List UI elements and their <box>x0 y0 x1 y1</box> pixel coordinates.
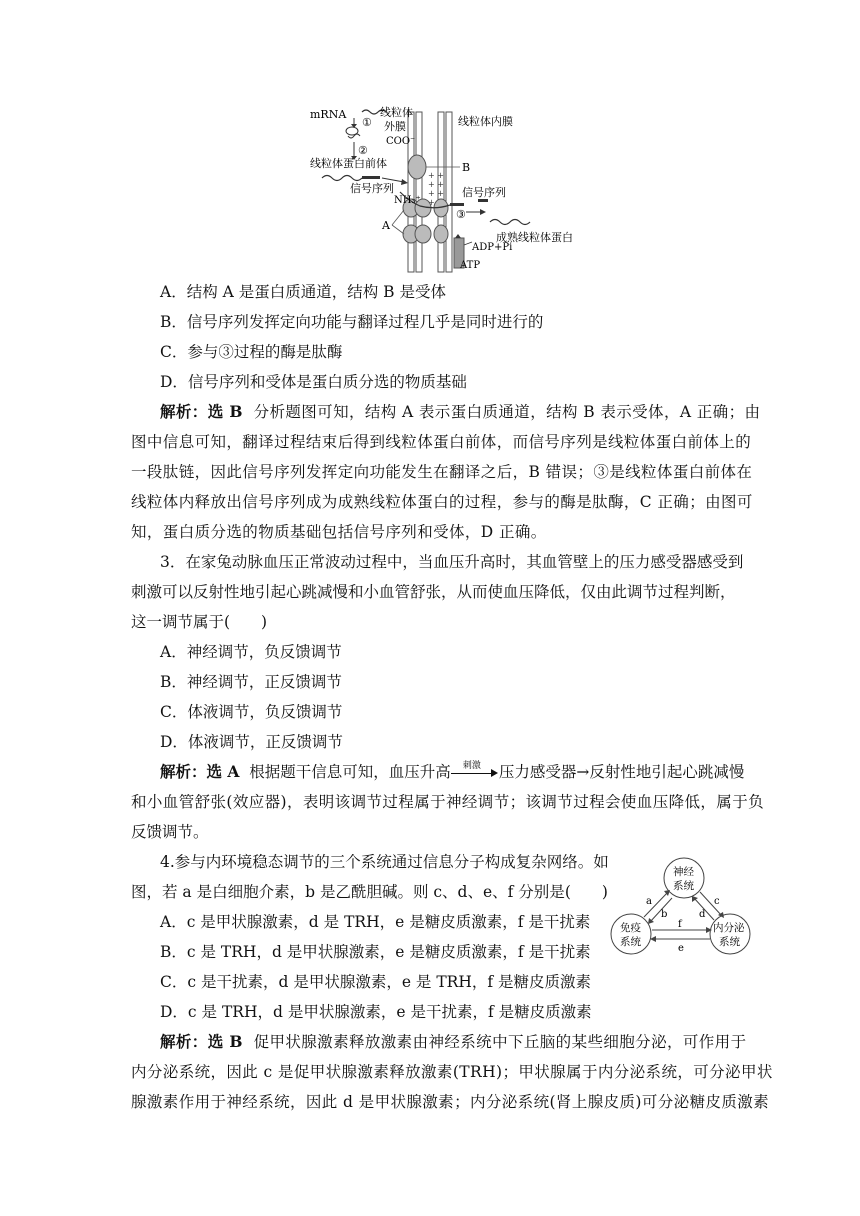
atp-label: ATP <box>460 260 481 271</box>
q2-analysis-line2: 图中信息可知，翻译过程结束后得到线粒体蛋白前体，而信号序列是线粒体蛋白前体上的 <box>131 433 752 451</box>
q4-answer-label: 解析：选 B <box>160 1032 243 1051</box>
label-d: d <box>699 909 706 920</box>
a-label: A <box>382 219 390 232</box>
q4-stem-line2: 图，若 a 是白细胞介素，b 是乙酰胆碱。则 c、d、e、f 分别是( ) <box>131 883 608 901</box>
arrow-icon: → <box>576 763 590 781</box>
precursor-label: 线粒体蛋白前体 <box>310 157 387 170</box>
q4-analysis-line3: 腺激素作用于神经系统，因此 d 是甲状腺激素；内分泌系统(肾上腺皮质)可分泌糖皮质激素 <box>131 1093 770 1111</box>
node-nervous-line1: 神经 <box>673 866 694 878</box>
q3-analysis-line1 <box>160 762 744 782</box>
q4-stem-line1: 4.参与内环境稳态调节的三个系统通过信息分子构成复杂网络。如 <box>160 853 609 871</box>
stimulus-arrow-label: 刺激 <box>462 761 481 771</box>
q3-analysis-text1c: 反射性地引起心跳减慢 <box>589 763 745 781</box>
node-nervous-line2: 系统 <box>673 880 694 892</box>
node-endocrine-line1: 内分泌 <box>713 922 745 934</box>
q4-analysis-line1 <box>160 1032 746 1052</box>
mrna-label: mRNA <box>310 108 347 121</box>
adp-label: ADP+Pi <box>472 242 513 253</box>
q3-option-b: B．神经调节，正反馈调节 <box>160 673 342 691</box>
q3-stem-line1: 3．在家兔动脉血压正常波动过程中，当血压升高时，其血管壁上的压力感受器感受到 <box>160 553 744 571</box>
q3-stem-line2: 刺激可以反射性地引起心跳减慢和小血管舒张，从而使血压降低，仅由此调节过程判断， <box>131 583 736 601</box>
node-immune-line2: 系统 <box>620 936 641 948</box>
q2-answer-label: 解析：选 B <box>160 402 243 421</box>
label-e: e <box>678 943 684 954</box>
q2-analysis-line5: 知，蛋白质分选的物质基础包括信号序列和受体，D 正确。 <box>131 523 547 541</box>
step2-label: ② <box>358 144 368 157</box>
svg-text:+ +: + <box>428 198 435 207</box>
q4-analysis-text1: 促甲状腺激素释放激素由神经系统中下丘脑的某些细胞分泌，可作用于 <box>253 1033 747 1051</box>
q4-analysis-line2: 内分泌系统，因此 c 是促甲状腺激素释放激素(TRH)；甲状腺属于内分泌系统，可分泌甲状 <box>131 1063 773 1081</box>
node-immune-line1: 免疫 <box>620 922 641 934</box>
label-a: a <box>646 896 652 907</box>
outer-membrane-label2: 外膜 <box>384 120 406 133</box>
label-f: f <box>678 919 682 930</box>
svg-text:+ +: + + <box>428 189 444 198</box>
b-label: B <box>462 161 471 174</box>
nh3-label: NH₃⁺ <box>394 195 421 206</box>
outer-membrane-inner <box>416 112 422 272</box>
label-b: b <box>661 909 668 920</box>
q4-option-b: B．c 是 TRH，d 是甲状腺激素，e 是糖皮质激素，f 是干扰素 <box>160 943 591 961</box>
q2-analysis-text1: 分析题图可知，结构 A 表示蛋白质通道，结构 B 表示受体，A 正确；由 <box>253 403 761 421</box>
svg-text:+ +: + + <box>428 180 444 189</box>
step1-label: ① <box>362 116 372 129</box>
label-c: c <box>714 896 720 907</box>
signal-seq-label: 信号序列 <box>350 182 394 195</box>
svg-text:+ +: + + <box>428 171 444 180</box>
outer-membrane-label: 线粒体 <box>380 106 413 119</box>
node-immune <box>611 914 651 954</box>
q4-option-c: C．c 是干扰素，d 是甲状腺激素，e 是 TRH，f 是糖皮质激素 <box>160 973 592 991</box>
q3-option-d: D．体液调节，正反馈调节 <box>160 733 343 751</box>
q3-stem-line3: 这一调节属于( ) <box>131 613 268 631</box>
q3-answer-label: 解析：选 A <box>160 762 240 781</box>
node-endocrine <box>710 914 750 954</box>
q3-analysis-line3: 反馈调节。 <box>131 823 209 841</box>
q2-option-d: D．信号序列和受体是蛋白质分选的物质基础 <box>160 373 467 391</box>
q3-option-c: C．体液调节，负反馈调节 <box>160 703 343 721</box>
mitochondria-import-figure <box>300 100 600 280</box>
q4-option-a: A．c 是甲状腺激素，d 是 TRH，e 是糖皮质激素，f 是干扰素 <box>160 913 591 931</box>
stimulus-arrow <box>451 761 499 780</box>
mature-label: 成熟线粒体蛋白 <box>496 231 573 244</box>
q2-option-c: C．参与③过程的酶是肽酶 <box>160 343 343 361</box>
inner-membrane-label: 线粒体内膜 <box>458 115 513 128</box>
inner-membrane-inner <box>446 112 452 272</box>
signal-seq2-label: 信号序列 <box>462 186 506 199</box>
q3-analysis-line2: 和小血管舒张(效应器)，表明该调节过程属于神经调节；该调节过程会使血压降低，属于负 <box>131 793 764 811</box>
step3-label: ③ <box>456 208 466 221</box>
q3-analysis-text1a: 根据题干信息可知，血压升高 <box>249 763 451 781</box>
receptor-b <box>408 155 426 179</box>
q4-option-d: D．c 是 TRH，d 是甲状腺激素，e 是干扰素，f 是糖皮质激素 <box>160 1003 592 1021</box>
q3-analysis-text1b: 压力感受器 <box>498 763 577 781</box>
q2-analysis-line3: 一段肽链，因此信号序列发挥定向功能发生在翻译之后，B 错误；③是线粒体蛋白前体在 <box>131 463 753 481</box>
node-nervous <box>664 858 704 898</box>
q3-option-a: A．神经调节，负反馈调节 <box>160 643 342 661</box>
coo-label: COO⁻ <box>386 136 416 147</box>
node-endocrine-line2: 系统 <box>719 936 740 948</box>
q2-option-b: B．信号序列发挥定向功能与翻译过程几乎是同时进行的 <box>160 313 544 331</box>
q2-option-a: A．结构 A 是蛋白质通道，结构 B 是受体 <box>160 283 446 301</box>
regulation-network-diagram <box>606 854 756 958</box>
q2-analysis-line1 <box>160 402 760 422</box>
q2-analysis-line4: 线粒体内释放出信号序列成为成熟线粒体蛋白的过程，参与的酶是肽酶，C 正确；由图可 <box>131 493 753 511</box>
